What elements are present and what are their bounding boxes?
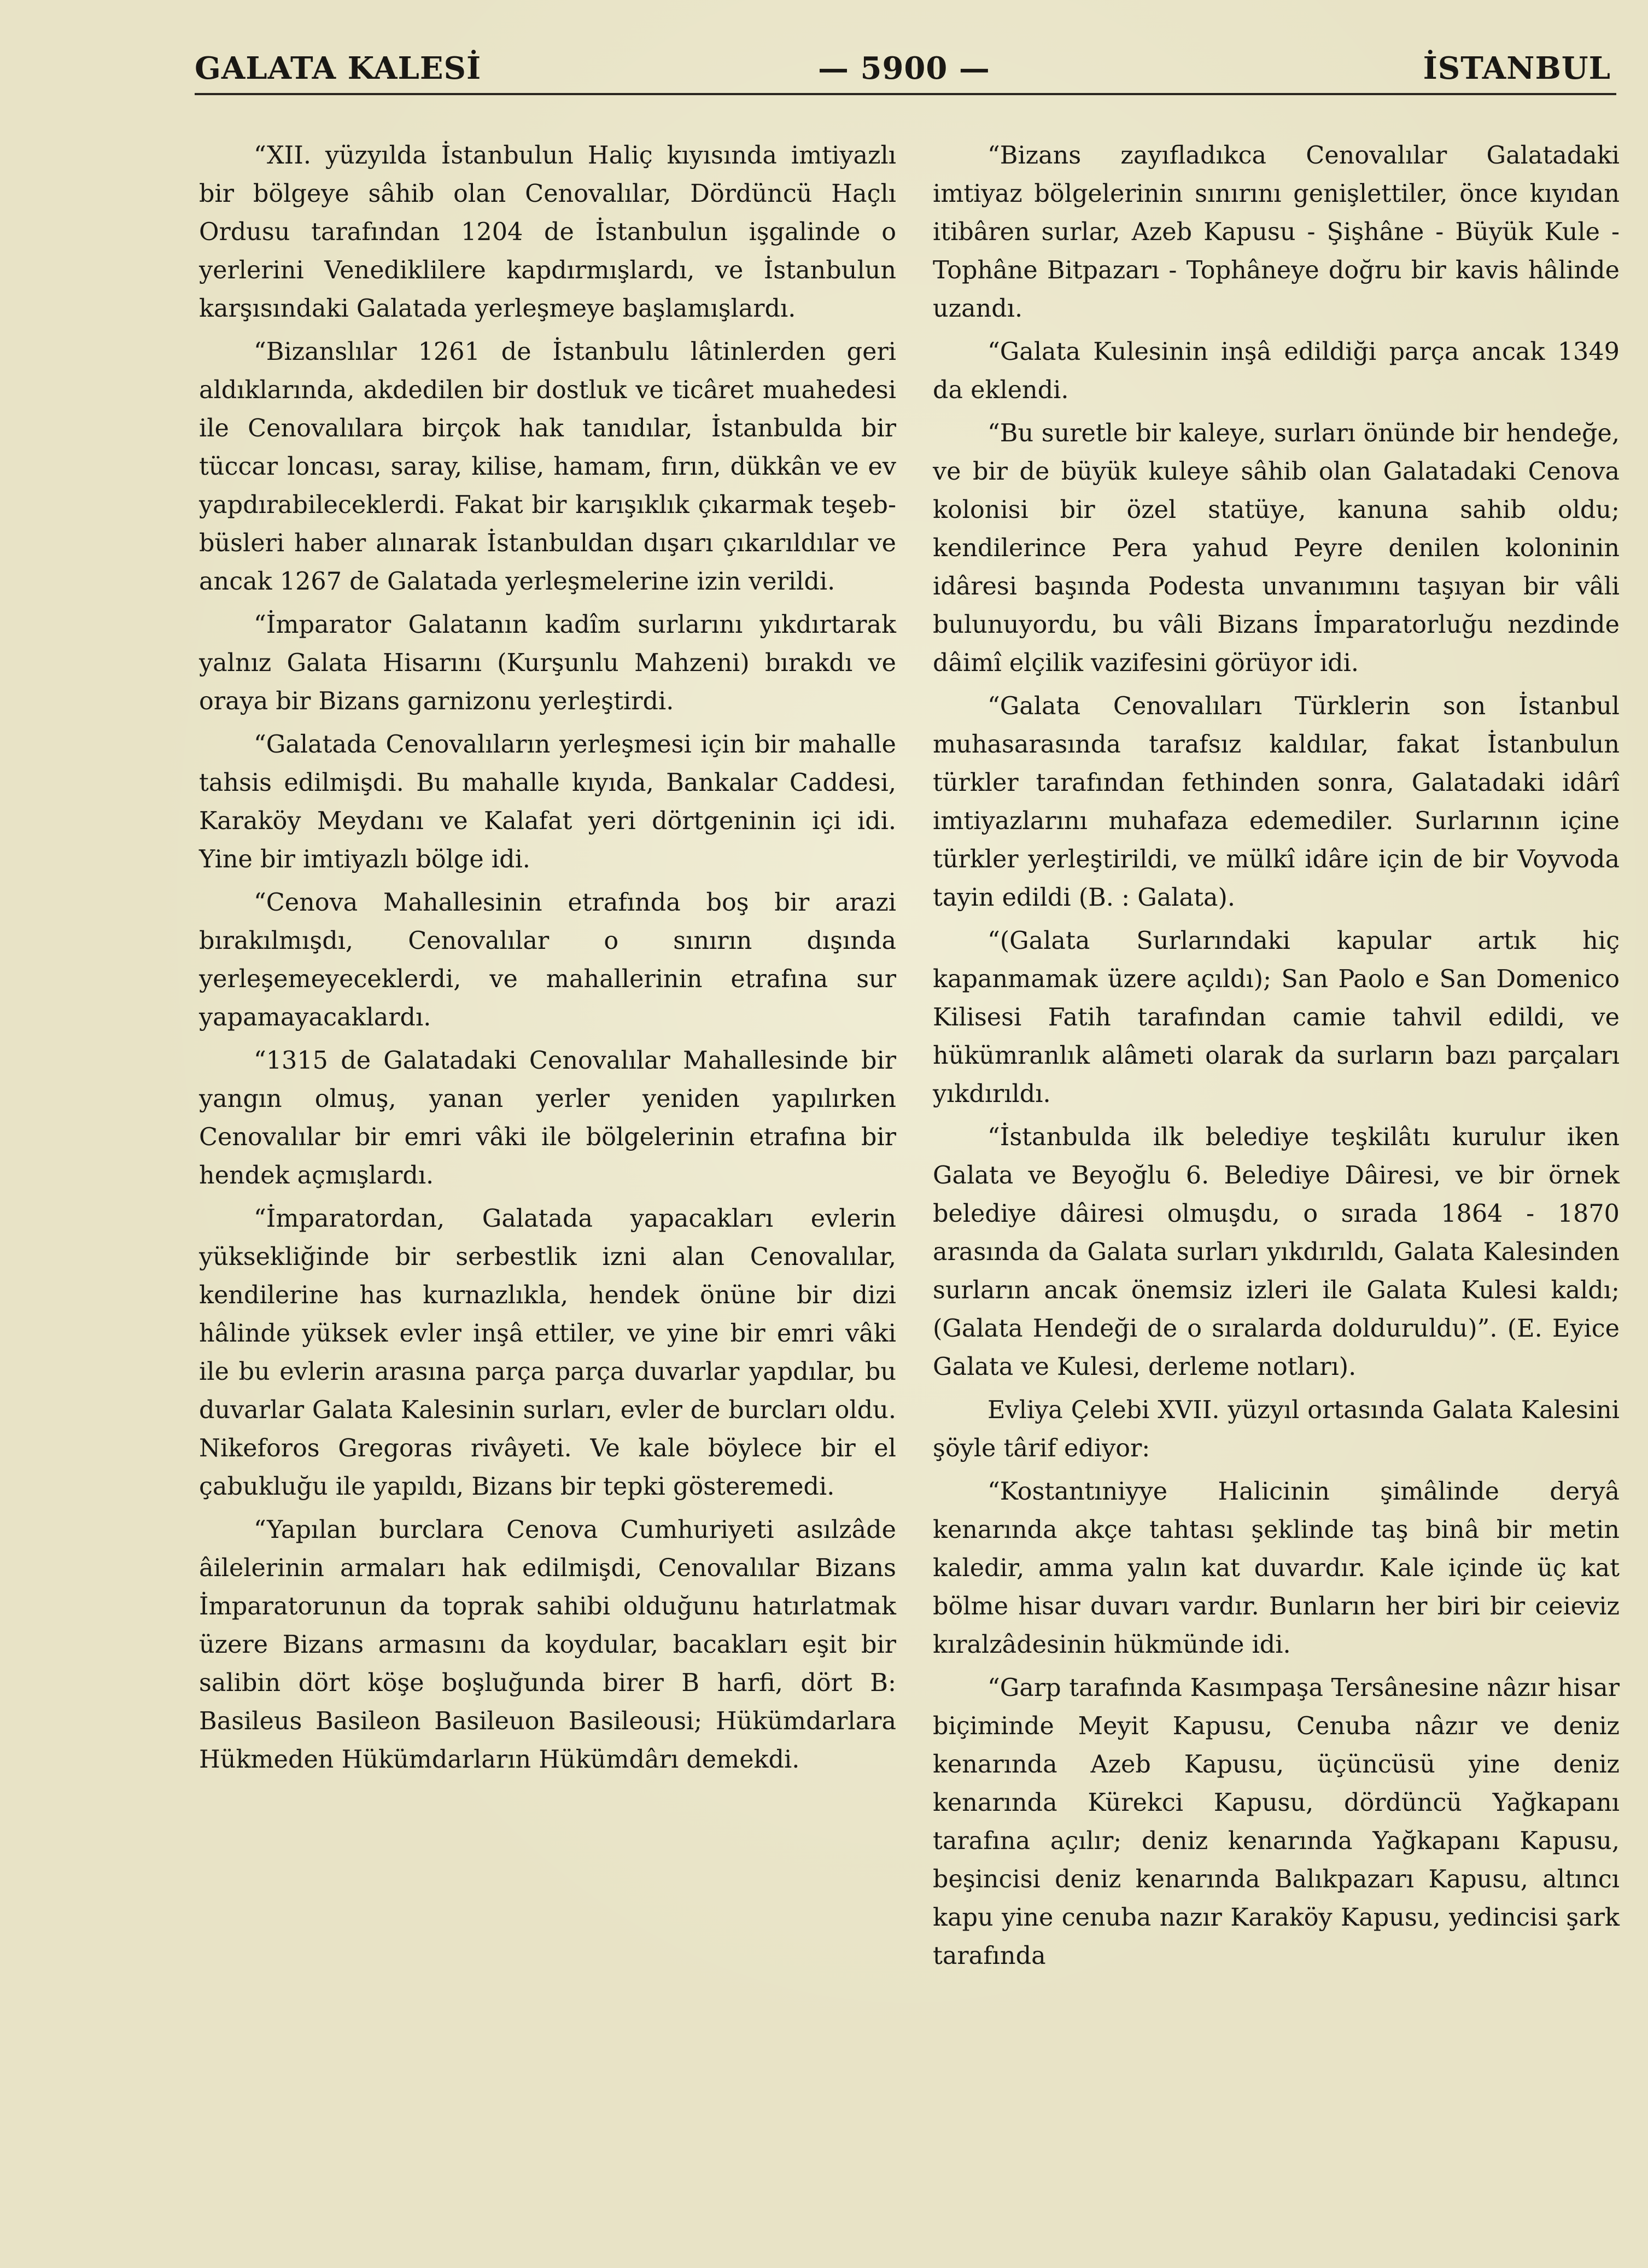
page-number: — 5900 — [818,50,990,86]
header-rule [195,93,1616,95]
paragraph: “Galata Cenovalıları Türklerin son İstanbul muhasarasında tarafsız kaldılar, fakat İstanbulun türkler tarafından fethinden sonra, Galatadaki idârî imtiyazlarını muhafaza edemediler. Surlarının içine türkler yerleştirildi, ve mülkî idâre için de bir Voyvoda tayin edildi (B. : Galata). [933,692,1620,912]
page-header [195,44,1616,104]
paragraph: “(Galata Surlarındaki kapular artık hiç kapanmamak üzere açıldı); San Paolo e San Domenico Kilisesi Fatih tarafından camie tahvil edildi, ve hükümranlık alâmeti olarak da surların bazı parçaları yıkdırıldı. [933,927,1620,1108]
paragraph: “Galatada Cenovalıların yerleşmesi için bir mahalle tahsis edilmişdi. Bu mahalle kıyıda, Bankalar Caddesi, Karaköy Meydanı ve Kalafat yeri dörtgeninin içi idi. Yine bir imtiyazlı bölge idi. [199,731,896,873]
paragraph: “İstanbulda ilk belediye teşkilâtı kurulur iken Galata ve Beyoğlu 6. Belediye Dâiresi, ve bir örnek belediye dâiresi olmuşdu, o sırada 1864 - 1870 arasında da Galata surları yıkdırıldı, Galata Kalesinden surların ancak önemsiz izleri ile Galata Kulesi kaldı; (Galata Hendeği de o sıralarda dolduruldu)”. (E. Eyice Galata ve Kulesi, derleme notları). [933,1123,1620,1381]
paragraph: “1315 de Galatadaki Cenovalılar Mahallesinde bir yangın olmuş, yanan yerler yeniden yapılırken Cenovalılar bir emri vâki ile bölgelerinin etrafına bir hendek açmışlardı. [199,1047,896,1190]
paragraph: “Bu suretle bir kaleye, surları önünde bir hendeğe, ve bir de büyük kuleye sâhib olan Galatadaki Cenova kolonisi bir özel statüye, kanuna sahib oldu; kendilerince Pera yahud Peyre denilen koloninin idâresi başında Podesta unvanımını taşıyan bir vâli bulunuyordu, bu vâli Bizans İmparatorluğu nezdinde dâimî elçilik vazifesini görüyor idi. [933,419,1620,677]
paragraph: “Garp tarafında Kasımpaşa Tersânesine nâzır hisar biçiminde Meyit Kapusu, Cenuba nâzır ve deniz kenarında Azeb Kapusu, üçüncüsü yine deniz kenarında Kürekci Kapusu, dördüncü Yağkapanı tarafına açılır; deniz kenarında Yağkapanı Kapusu, beşincisi deniz kenarında Balıkpazarı Kapusu, altıncı kapu yine cenuba nazır Karaköy Kapusu, yedincisi şark tarafında [933,1674,1620,1970]
paragraph: Evliya Çelebi XVII. yüzyıl ortasında Galata Kalesini şöyle târif ediyor: [933,1396,1620,1462]
paragraph: “Yapılan burclara Cenova Cumhuriyeti asılzâde âilelerinin armaları hak edilmişdi, Cenovalılar Bizans İmparatorunun da toprak sahibi olduğunu hatırlatmak üzere Bizans armasını da koydular, bacakları eşit bir salibin dört köşe boşluğunda birer B harfi, dört B: Basileus Basileon Basileuon Basileousi; Hükümdarlara Hükmeden Hükümdarların Hükümdârı demekdi. [199,1516,896,1774]
paragraph: “XII. yüzyılda İstanbulun Haliç kıyısında imtiyazlı bir bölgeye sâhib olan Cenovalılar, Dördüncü Haçlı Ordusu tarafından 1204 de İstanbulun işgalinde o yerlerini Venediklilere kapdırmışlardı, ve İstanbulun karşısındaki Galatada yerleşmeye başlamışlardı. [199,142,896,323]
right-column [933,137,1620,1980]
paragraph: “Galata Kulesinin inşâ edildiği parça ancak 1349 da eklendi. [933,338,1620,404]
running-title-right: İSTANBUL [1423,50,1611,86]
paragraph: “İmparatordan, Galatada yapacakları evlerin yüksekliğinde bir serbestlik izni alan Cenovalılar, kendilerine has kurnazlıkla, hendek önüne bir dizi hâlinde yüksek evler inşâ ettiler, ve yine bir emri vâki ile bu evlerin arasına parça parça duvarlar yapdılar, bu duvarlar Galata Kalesinin surları, evler de burcları oldu. Nikeforos Gregoras rivâyeti. Ve kale böylece bir el çabukluğu ile yapıldı, Bizans bir tepki gösteremedi. [199,1205,896,1501]
running-title-left: GALATA KALESİ [195,50,482,86]
paragraph: “Cenova Mahallesinin etrafında boş bir arazi bırakılmışdı, Cenovalılar o sınırın dışında yerleşemeyeceklerdi, ve mahallerinin etrafına sur yapamayacaklardı. [199,889,896,1031]
paragraph: “Bizanslılar 1261 de İstanbulu lâtinlerden geri aldıklarında, akdedilen bir dostluk ve ticâret muahedesi ile Cenovalılara birçok hak tanıdılar, İstanbulda bir tüccar loncası, saray, kilise, hamam, fırın, dükkân ve ev yapdırabileceklerdi. Fakat bir karışıklık çıkarmak teşebbüsleri haber alınarak İstanbuldan dışarı çıkarıldılar ve ancak 1267 de Galatada yerleşmelerine izin verildi. [199,338,896,596]
paragraph: “İmparator Galatanın kadîm surlarını yıkdırtarak yalnız Galata Hisarını (Kurşunlu Mahzeni) bırakdı ve oraya bir Bizans garnizonu yerleştirdi. [199,611,896,715]
paragraph: “Kostantıniyye Halicinin şimâlinde deryâ kenarında akçe tahtası şeklinde taş binâ bir metin kaledir, amma yalın kat duvardır. Kale içinde üç kat bölme hisar duvarı vardır. Bunların her biri bir ceieviz kıralzâdesinin hükmünde idi. [933,1478,1620,1659]
paragraph: “Bizans zayıfladıkca Cenovalılar Galatadaki imtiyaz bölgelerinin sınırını genişlettiler, önce kıyıdan itibâren surlar, Azeb Kapusu - Şişhâne - Büyük Kule - Tophâne Bitpazarı - Tophâneye doğru bir kavis hâlinde uzandı. [933,142,1620,323]
left-column [199,137,896,1784]
